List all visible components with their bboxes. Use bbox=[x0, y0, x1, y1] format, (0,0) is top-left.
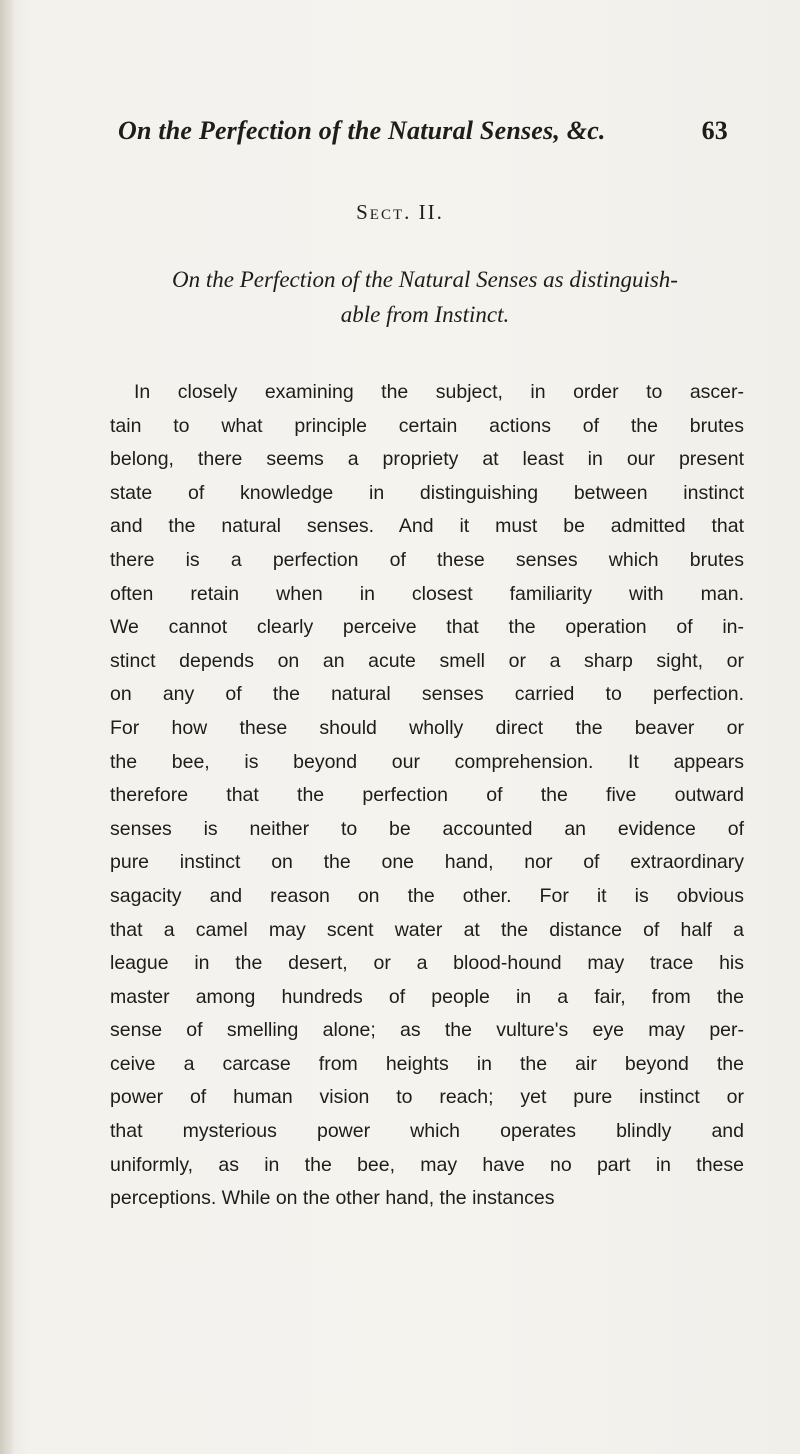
page-number: 63 bbox=[701, 116, 728, 145]
text-line: league in the desert, or a blood-hound may trace his bbox=[110, 952, 744, 975]
text-line: pure instinct on the one hand, nor of extraordinary bbox=[110, 851, 744, 874]
text-line: perceptions. While on the other hand, the instances bbox=[110, 1187, 555, 1210]
section-label: Sect. II. bbox=[356, 200, 444, 224]
text-line: that a camel may scent water at the distance of half a bbox=[110, 918, 744, 941]
text-line: master among hundreds of people in a fair, from the bbox=[110, 985, 744, 1008]
text-line: that mysterious power which operates blindly and bbox=[110, 1120, 744, 1143]
text-line: belong, there seems a propriety at least in our present bbox=[110, 448, 744, 471]
text-line: there is a perfection of these senses which brutes bbox=[110, 548, 744, 571]
text-line: We cannot clearly perceive that the operation of in- bbox=[110, 616, 744, 639]
running-head bbox=[118, 116, 728, 152]
text-line: often retain when in closest familiarity with man. bbox=[110, 582, 744, 605]
running-head-title: On the Perfection of the Natural Senses, &c. bbox=[118, 116, 606, 145]
text-line: ceive a carcase from heights in the air beyond the bbox=[110, 1052, 744, 1075]
text-line: sagacity and reason on the other. For it is obvious bbox=[110, 884, 744, 907]
text-line: uniformly, as in the bee, may have no part in these bbox=[110, 1153, 744, 1176]
text-line: senses is neither to be accounted an evidence of bbox=[110, 817, 744, 840]
section-title bbox=[110, 262, 740, 332]
text-line: sense of smelling alone; as the vulture's eye may per- bbox=[110, 1019, 744, 1042]
section-title-line: On the Perfection of the Natural Senses as distinguish- bbox=[172, 267, 678, 292]
text-line: In closely examining the subject, in order to ascer- bbox=[134, 381, 744, 403]
text-line: therefore that the perfection of the five outward bbox=[110, 784, 744, 807]
text-line: power of human vision to reach; yet pure instinct or bbox=[110, 1086, 744, 1109]
text-line: the bee, is beyond our comprehension. It appears bbox=[110, 750, 744, 773]
text-line: For how these should wholly direct the beaver or bbox=[110, 716, 744, 739]
text-line: stinct depends on an acute smell or a sharp sight, or bbox=[110, 649, 744, 672]
section-title-line: able from Instinct. bbox=[340, 302, 510, 327]
text-line: tain to what principle certain actions of the brutes bbox=[110, 414, 744, 437]
body-paragraph bbox=[110, 376, 744, 1216]
text-line: on any of the natural senses carried to perfection. bbox=[110, 683, 744, 706]
text-line: and the natural senses. And it must be admitted that bbox=[110, 515, 744, 538]
text-line: state of knowledge in distinguishing between instinct bbox=[110, 481, 744, 504]
